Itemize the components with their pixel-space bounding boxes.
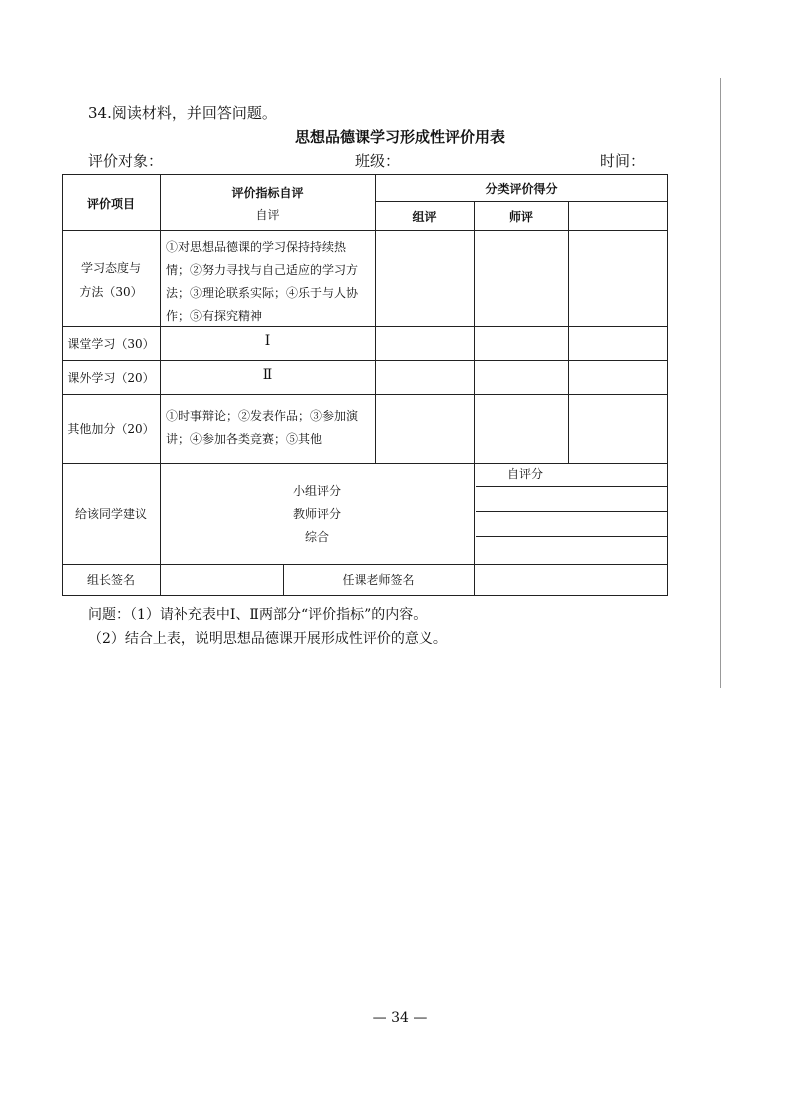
row-attitude-label-2: 方法（30） <box>79 285 143 299</box>
page-edge-line <box>720 78 721 688</box>
row-extra-indicator: Ⅱ <box>262 367 273 383</box>
header-indicator: 评价指标自评 <box>231 186 304 200</box>
header-item: 评价项目 <box>86 197 135 211</box>
meta-target: 评价对象： <box>88 152 164 170</box>
row-attitude-label-1: 学习态度与 <box>80 261 141 275</box>
advice-lines: 小组评分 教师评分 综合 <box>292 484 341 544</box>
meta-time: 时间： <box>600 152 646 170</box>
header-group: 组评 <box>412 210 437 224</box>
row-bonus-text: ①时事辩论；②发表作品；③参加演 讲；④参加各类竞赛；⑤其他 <box>166 409 359 446</box>
header-category: 分类评价得分 <box>485 182 558 196</box>
self-score-label: 自评分 <box>507 467 544 481</box>
table-title: 思想品德课学习形成性评价用表 <box>294 128 505 146</box>
teacher-sign-label: 任课老师签名 <box>342 573 415 587</box>
page-number: — 34 — <box>372 1010 428 1026</box>
question-2: （2）结合上表，说明思想品德课开展形成性评价的意义。 <box>88 631 447 647</box>
row-attitude-text: ①对思想品德课的学习保持持续热 情；②努力寻找与自己适应的学习方 法；③理论联系实际；④乐于与人协 作；⑤有探究精神 <box>166 240 359 323</box>
header-teacher: 师评 <box>508 210 533 224</box>
leader-sign-label: 组长签名 <box>86 573 135 587</box>
row-class-indicator: Ⅰ <box>264 333 271 349</box>
meta-class: 班级： <box>355 152 401 170</box>
row-extra-label: 课外学习（20） <box>67 371 155 385</box>
row-bonus-label: 其他加分（20） <box>67 422 155 436</box>
question-heading: 34.阅读材料，并回答问题。 <box>88 104 277 122</box>
header-self: 自评 <box>255 208 280 222</box>
row-advice-label: 给该同学建议 <box>74 507 147 521</box>
question-1: 问题：（1）请补充表中Ⅰ、Ⅱ两部分“评价指标”的内容。 <box>88 607 428 623</box>
row-class-label: 课堂学习（30） <box>67 337 155 351</box>
